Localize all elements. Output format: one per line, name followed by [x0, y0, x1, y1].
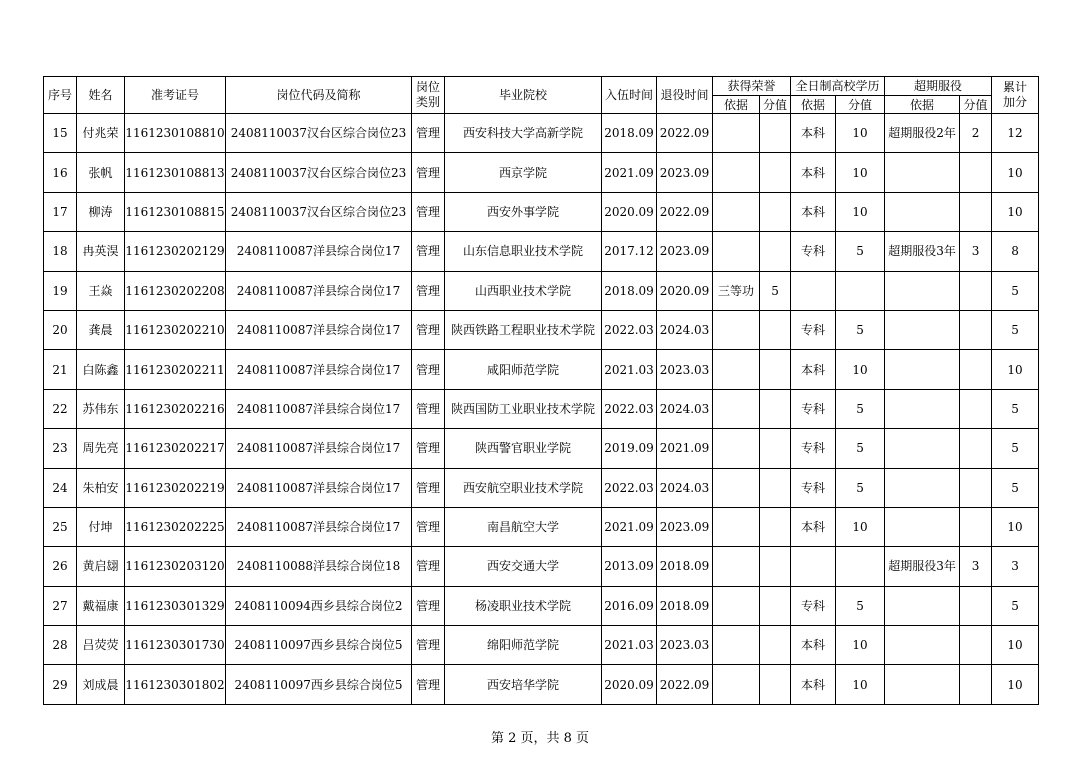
cell-post: 2408110087洋县综合岗位17: [226, 507, 412, 546]
cell-honor-basis: [713, 310, 760, 349]
cell-school: 陕西警官职业学院: [445, 429, 602, 468]
cell-name: 苏伟东: [77, 389, 125, 428]
cell-enlist: 2018.09: [602, 114, 657, 153]
header-row-1: [44, 77, 1039, 96]
cell-edu-basis: [791, 271, 836, 310]
cell-retire: 2018.09: [657, 586, 713, 625]
cell-exam-no: 1161230108813: [125, 153, 226, 192]
cell-name: 冉英淏: [77, 232, 125, 271]
cell-edu-score: 5: [836, 310, 885, 349]
cell-honor-score: [760, 232, 791, 271]
cell-name: 朱柏安: [77, 468, 125, 507]
cell-seq: 15: [44, 114, 77, 153]
cell-edu-basis: 本科: [791, 350, 836, 389]
cell-edu-score: 10: [836, 192, 885, 231]
cell-enlist: 2019.09: [602, 429, 657, 468]
cell-overtime-score: [960, 665, 992, 704]
cell-exam-no: 1161230202129: [125, 232, 226, 271]
cell-exam-no: 1161230108815: [125, 192, 226, 231]
table-body: [44, 114, 1039, 705]
cell-post: 2408110087洋县综合岗位17: [226, 232, 412, 271]
table-row: [44, 232, 1039, 271]
cell-exam-no: 1161230202219: [125, 468, 226, 507]
cell-post: 2408110087洋县综合岗位17: [226, 429, 412, 468]
cell-enlist: 2022.03: [602, 389, 657, 428]
header-overtime: 超期服役: [885, 77, 992, 96]
cell-honor-basis: [713, 350, 760, 389]
cell-honor-basis: [713, 153, 760, 192]
cell-school: 绵阳师范学院: [445, 626, 602, 665]
cell-honor-score: [760, 350, 791, 389]
cell-overtime-score: [960, 429, 992, 468]
header-overtime-score: 分值: [960, 96, 992, 114]
cell-honor-basis: [713, 507, 760, 546]
table-row: [44, 507, 1039, 546]
cell-post: 2408110037汉台区综合岗位23: [226, 153, 412, 192]
cell-seq: 18: [44, 232, 77, 271]
cell-total: 5: [992, 586, 1039, 625]
cell-overtime-basis: [885, 192, 960, 231]
cell-school: 山西职业技术学院: [445, 271, 602, 310]
cell-retire: 2021.09: [657, 429, 713, 468]
cell-post-type: 管理: [412, 507, 445, 546]
cell-school: 西安培华学院: [445, 665, 602, 704]
header-post: 岗位代码及简称: [226, 77, 412, 114]
cell-edu-score: 5: [836, 586, 885, 625]
header-honor-score: 分值: [760, 96, 791, 114]
cell-total: 10: [992, 507, 1039, 546]
cell-overtime-score: 2: [960, 114, 992, 153]
cell-post-type: 管理: [412, 665, 445, 704]
cell-retire: 2023.09: [657, 153, 713, 192]
cell-retire: 2024.03: [657, 468, 713, 507]
cell-enlist: 2021.09: [602, 153, 657, 192]
cell-post: 2408110097西乡县综合岗位5: [226, 665, 412, 704]
cell-post: 2408110088洋县综合岗位18: [226, 547, 412, 586]
cell-post-type: 管理: [412, 114, 445, 153]
cell-honor-score: [760, 586, 791, 625]
cell-total: 8: [992, 232, 1039, 271]
table-row: [44, 114, 1039, 153]
cell-edu-basis: 专科: [791, 429, 836, 468]
cell-exam-no: 1161230108810: [125, 114, 226, 153]
table-row: [44, 350, 1039, 389]
cell-enlist: 2021.09: [602, 507, 657, 546]
cell-honor-score: [760, 665, 791, 704]
cell-post-type: 管理: [412, 153, 445, 192]
cell-edu-basis: 专科: [791, 468, 836, 507]
cell-school: 西京学院: [445, 153, 602, 192]
cell-seq: 22: [44, 389, 77, 428]
cell-edu-score: 10: [836, 350, 885, 389]
cell-edu-score: 10: [836, 153, 885, 192]
cell-exam-no: 1161230301802: [125, 665, 226, 704]
cell-overtime-basis: 超期服役3年: [885, 232, 960, 271]
cell-name: 黄启翃: [77, 547, 125, 586]
cell-overtime-score: [960, 192, 992, 231]
cell-post-type: 管理: [412, 626, 445, 665]
cell-overtime-score: [960, 310, 992, 349]
cell-seq: 19: [44, 271, 77, 310]
cell-edu-score: 5: [836, 232, 885, 271]
cell-retire: 2023.03: [657, 626, 713, 665]
cell-school: 杨凌职业技术学院: [445, 586, 602, 625]
cell-edu-basis: 专科: [791, 389, 836, 428]
cell-seq: 17: [44, 192, 77, 231]
cell-post: 2408110097西乡县综合岗位5: [226, 626, 412, 665]
cell-exam-no: 1161230202225: [125, 507, 226, 546]
cell-post-type: 管理: [412, 350, 445, 389]
header-edu-basis: 依据: [791, 96, 836, 114]
cell-post-type: 管理: [412, 547, 445, 586]
cell-honor-score: [760, 310, 791, 349]
cell-overtime-basis: [885, 626, 960, 665]
cell-honor-score: [760, 192, 791, 231]
cell-retire: 2023.03: [657, 350, 713, 389]
cell-school: 咸阳师范学院: [445, 350, 602, 389]
cell-enlist: 2018.09: [602, 271, 657, 310]
table-row: [44, 389, 1039, 428]
cell-post-type: 管理: [412, 389, 445, 428]
cell-seq: 26: [44, 547, 77, 586]
cell-school: 南昌航空大学: [445, 507, 602, 546]
cell-overtime-basis: [885, 389, 960, 428]
cell-exam-no: 1161230202211: [125, 350, 226, 389]
cell-enlist: 2020.09: [602, 192, 657, 231]
cell-school: 西安外事学院: [445, 192, 602, 231]
cell-honor-basis: [713, 114, 760, 153]
cell-seq: 27: [44, 586, 77, 625]
cell-post: 2408110087洋县综合岗位17: [226, 271, 412, 310]
table-row: [44, 429, 1039, 468]
cell-edu-score: 10: [836, 665, 885, 704]
cell-overtime-score: [960, 350, 992, 389]
cell-total: 3: [992, 547, 1039, 586]
score-table: [43, 76, 1039, 705]
cell-post: 2408110037汉台区综合岗位23: [226, 192, 412, 231]
header-enlist: 入伍时间: [602, 77, 657, 114]
cell-school: 山东信息职业技术学院: [445, 232, 602, 271]
cell-edu-basis: 本科: [791, 153, 836, 192]
cell-edu-basis: 专科: [791, 310, 836, 349]
cell-overtime-score: [960, 389, 992, 428]
cell-post: 2408110087洋县综合岗位17: [226, 468, 412, 507]
cell-exam-no: 1161230202217: [125, 429, 226, 468]
cell-post: 2408110087洋县综合岗位17: [226, 310, 412, 349]
cell-exam-no: 1161230301730: [125, 626, 226, 665]
cell-overtime-basis: [885, 271, 960, 310]
header-honor: 获得荣誉: [713, 77, 791, 96]
cell-exam-no: 1161230301329: [125, 586, 226, 625]
cell-name: 王焱: [77, 271, 125, 310]
page-footer: 第 2 页，共 8 页: [490, 731, 590, 746]
cell-edu-score: 5: [836, 389, 885, 428]
cell-edu-basis: 本科: [791, 507, 836, 546]
cell-seq: 20: [44, 310, 77, 349]
cell-name: 付坤: [77, 507, 125, 546]
cell-total: 5: [992, 468, 1039, 507]
cell-honor-basis: [713, 665, 760, 704]
cell-edu-basis: 专科: [791, 586, 836, 625]
cell-total: 10: [992, 350, 1039, 389]
cell-seq: 25: [44, 507, 77, 546]
table-row: [44, 665, 1039, 704]
cell-name: 付兆荣: [77, 114, 125, 153]
table-row: [44, 547, 1039, 586]
cell-overtime-basis: [885, 429, 960, 468]
header-name: 姓名: [77, 77, 125, 114]
cell-name: 周先亮: [77, 429, 125, 468]
cell-post: 2408110037汉台区综合岗位23: [226, 114, 412, 153]
cell-retire: 2022.09: [657, 665, 713, 704]
cell-edu-score: 10: [836, 114, 885, 153]
cell-total: 5: [992, 389, 1039, 428]
cell-honor-score: [760, 153, 791, 192]
table-row: [44, 626, 1039, 665]
cell-post-type: 管理: [412, 429, 445, 468]
cell-total: 12: [992, 114, 1039, 153]
header-total: 累计加分: [992, 77, 1039, 114]
table-row: [44, 153, 1039, 192]
cell-school: 西安航空职业技术学院: [445, 468, 602, 507]
cell-name: 柳涛: [77, 192, 125, 231]
cell-post-type: 管理: [412, 468, 445, 507]
cell-overtime-score: [960, 507, 992, 546]
cell-total: 10: [992, 192, 1039, 231]
cell-enlist: 2020.09: [602, 665, 657, 704]
cell-overtime-score: [960, 153, 992, 192]
header-overtime-basis: 依据: [885, 96, 960, 114]
header-exam-no: 准考证号: [125, 77, 226, 114]
cell-honor-basis: [713, 468, 760, 507]
table-row: [44, 468, 1039, 507]
cell-retire: 2023.09: [657, 507, 713, 546]
cell-post-type: 管理: [412, 271, 445, 310]
cell-exam-no: 1161230202210: [125, 310, 226, 349]
cell-edu-score: 10: [836, 507, 885, 546]
table-row: [44, 192, 1039, 231]
cell-retire: 2020.09: [657, 271, 713, 310]
cell-edu-basis: 本科: [791, 626, 836, 665]
cell-enlist: 2021.03: [602, 350, 657, 389]
header-edu: 全日制高校学历: [791, 77, 885, 96]
cell-name: 白陈鑫: [77, 350, 125, 389]
cell-enlist: 2021.03: [602, 626, 657, 665]
cell-edu-basis: 本科: [791, 665, 836, 704]
cell-edu-score: 5: [836, 429, 885, 468]
cell-honor-basis: [713, 429, 760, 468]
cell-name: 龚晨: [77, 310, 125, 349]
cell-enlist: 2013.09: [602, 547, 657, 586]
cell-overtime-score: [960, 626, 992, 665]
cell-overtime-basis: [885, 468, 960, 507]
cell-total: 10: [992, 665, 1039, 704]
cell-total: 5: [992, 310, 1039, 349]
cell-edu-basis: 专科: [791, 232, 836, 271]
cell-overtime-score: [960, 271, 992, 310]
cell-post-type: 管理: [412, 310, 445, 349]
table-row: [44, 586, 1039, 625]
cell-honor-score: [760, 389, 791, 428]
cell-honor-basis: [713, 232, 760, 271]
cell-exam-no: 1161230202216: [125, 389, 226, 428]
header-post-type: 岗位类别: [412, 77, 445, 114]
cell-name: 刘成晨: [77, 665, 125, 704]
cell-overtime-basis: [885, 507, 960, 546]
cell-enlist: 2016.09: [602, 586, 657, 625]
header-honor-basis: 依据: [713, 96, 760, 114]
header-school: 毕业院校: [445, 77, 602, 114]
cell-retire: 2024.03: [657, 389, 713, 428]
cell-overtime-basis: [885, 665, 960, 704]
cell-school: 陕西铁路工程职业技术学院: [445, 310, 602, 349]
cell-edu-score: 10: [836, 626, 885, 665]
cell-honor-score: [760, 507, 791, 546]
cell-overtime-score: [960, 468, 992, 507]
cell-total: 5: [992, 429, 1039, 468]
cell-edu-basis: 本科: [791, 114, 836, 153]
cell-seq: 16: [44, 153, 77, 192]
cell-honor-basis: 三等功: [713, 271, 760, 310]
cell-overtime-basis: 超期服役3年: [885, 547, 960, 586]
cell-edu-basis: 本科: [791, 192, 836, 231]
cell-overtime-basis: [885, 153, 960, 192]
cell-honor-score: [760, 626, 791, 665]
cell-retire: 2022.09: [657, 114, 713, 153]
cell-enlist: 2022.03: [602, 310, 657, 349]
cell-seq: 24: [44, 468, 77, 507]
cell-overtime-basis: [885, 310, 960, 349]
cell-name: 吕荧荧: [77, 626, 125, 665]
cell-total: 5: [992, 271, 1039, 310]
cell-overtime-basis: [885, 350, 960, 389]
cell-retire: 2018.09: [657, 547, 713, 586]
cell-post: 2408110087洋县综合岗位17: [226, 350, 412, 389]
cell-retire: 2023.09: [657, 232, 713, 271]
table-row: [44, 310, 1039, 349]
cell-post-type: 管理: [412, 232, 445, 271]
cell-school: 陕西国防工业职业技术学院: [445, 389, 602, 428]
cell-school: 西安科技大学高新学院: [445, 114, 602, 153]
cell-name: 戴福康: [77, 586, 125, 625]
cell-honor-score: [760, 114, 791, 153]
cell-seq: 23: [44, 429, 77, 468]
cell-overtime-basis: 超期服役2年: [885, 114, 960, 153]
table-row: [44, 271, 1039, 310]
cell-honor-score: [760, 547, 791, 586]
cell-honor-basis: [713, 547, 760, 586]
cell-total: 10: [992, 153, 1039, 192]
cell-enlist: 2017.12: [602, 232, 657, 271]
header-retire: 退役时间: [657, 77, 713, 114]
cell-honor-basis: [713, 586, 760, 625]
cell-honor-score: [760, 429, 791, 468]
cell-edu-basis: [791, 547, 836, 586]
cell-overtime-score: 3: [960, 232, 992, 271]
cell-retire: 2022.09: [657, 192, 713, 231]
cell-edu-score: [836, 547, 885, 586]
cell-overtime-score: [960, 586, 992, 625]
cell-post: 2408110087洋县综合岗位17: [226, 389, 412, 428]
cell-enlist: 2022.03: [602, 468, 657, 507]
cell-overtime-score: 3: [960, 547, 992, 586]
cell-name: 张帆: [77, 153, 125, 192]
cell-seq: 21: [44, 350, 77, 389]
cell-exam-no: 1161230203120: [125, 547, 226, 586]
cell-post: 2408110094西乡县综合岗位2: [226, 586, 412, 625]
cell-retire: 2024.03: [657, 310, 713, 349]
cell-post-type: 管理: [412, 192, 445, 231]
cell-exam-no: 1161230202208: [125, 271, 226, 310]
cell-total: 10: [992, 626, 1039, 665]
cell-edu-score: [836, 271, 885, 310]
header-seq: 序号: [44, 77, 77, 114]
cell-overtime-basis: [885, 586, 960, 625]
cell-post-type: 管理: [412, 586, 445, 625]
cell-edu-score: 5: [836, 468, 885, 507]
cell-honor-score: 5: [760, 271, 791, 310]
cell-honor-basis: [713, 389, 760, 428]
cell-school: 西安交通大学: [445, 547, 602, 586]
cell-seq: 29: [44, 665, 77, 704]
cell-honor-score: [760, 468, 791, 507]
header-edu-score: 分值: [836, 96, 885, 114]
cell-honor-basis: [713, 626, 760, 665]
cell-honor-basis: [713, 192, 760, 231]
cell-seq: 28: [44, 626, 77, 665]
